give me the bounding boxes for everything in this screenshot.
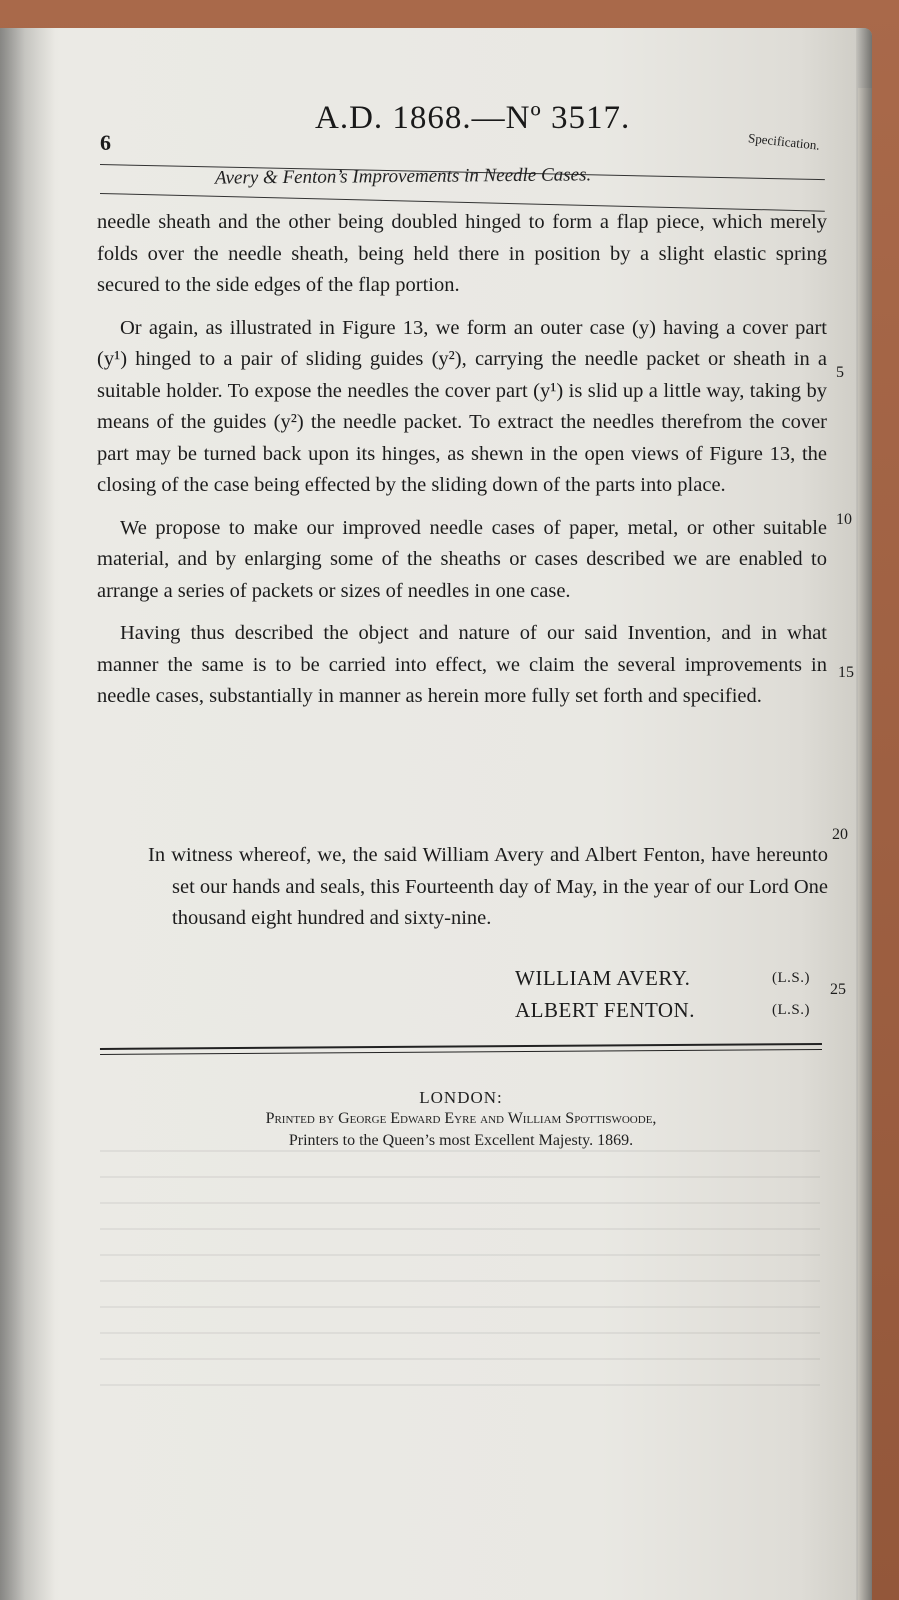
signature-avery: [515, 962, 810, 994]
printer-imprint: [100, 1088, 822, 1152]
specification-label: Specification.: [747, 130, 821, 153]
signatory-name: WILLIAM AVERY.: [515, 966, 691, 990]
line-number-5: 5: [836, 364, 844, 381]
line-number-10: 10: [836, 511, 852, 528]
line-number-15: 15: [838, 664, 854, 681]
imprint-printers: Printers to the Queen’s most Excellent Majesty. 1869.: [288, 1132, 634, 1149]
signatory-name: ALBERT FENTON.: [515, 998, 695, 1022]
gutter-shadow: [0, 28, 55, 1600]
seal-mark: (L.S.): [772, 970, 810, 986]
signature-fenton: [515, 994, 810, 1026]
paragraph-2: Or again, as illustrated in Figure 13, we form an outer case (y) having a cover part (y¹) hinged to a pair of sliding guides (y²), carrying the needle packet or sheath in a suitable holder. To expose the needles the cover part (y¹) is slid up a little way, taking by means of the guides (y²) the needle packet. To extract the needles therefrom the cover part may be turned back upon its hinges, as shewn in the open views of Figure 13, the closing of the case being effected by the sliding down of the parts into place.: [97, 316, 827, 496]
seal-mark: (L.S.): [772, 1002, 810, 1018]
line-number-20: 20: [832, 826, 848, 843]
imprint-city: LONDON:: [419, 1088, 503, 1107]
witness-clause: [148, 840, 828, 935]
body-text: [97, 207, 827, 724]
paragraph-4: Having thus described the object and nature of our said Invention, and in what manner the same is to be carried into effect, we claim the several improvements in needle cases, substantially in manner as herein more fully set forth and specified.: [97, 622, 827, 707]
bleed-through: [100, 1150, 820, 1450]
signature-block: [515, 962, 835, 1026]
page-edge-shadow: [856, 28, 872, 1600]
page-title: A.D. 1868.—Nº 3517.: [315, 100, 631, 136]
page-header: [100, 100, 840, 160]
imprint-printed-by: Printed by George Edward Eyre and William Spottiswoode,: [265, 1110, 657, 1127]
running-subtitle: Avery & Fenton’s Improvements in Needle Cases.: [214, 164, 592, 189]
paragraph-3: We propose to make our improved needle cases of paper, metal, or other suitable material, and by enlarging some of the sheaths or cases described we are enabled to arrange a series of packets or sizes of needles in one case.: [97, 516, 827, 602]
witness-text: In witness whereof, we, the said William Avery and Albert Fenton, have hereunto set our hands and seals, this Fourteenth day of May, in the year of our Lord One thousand eight hundred and sixty-nine.: [148, 844, 828, 929]
page-number: 6: [100, 130, 111, 155]
paragraph-1: needle sheath and the other being doubled hinged to form a flap piece, which merely folds over the needle sheath, being held there in position by a slight elastic spring secured to the side edges of the flap portion.: [97, 211, 827, 296]
line-number-25: 25: [830, 981, 846, 998]
